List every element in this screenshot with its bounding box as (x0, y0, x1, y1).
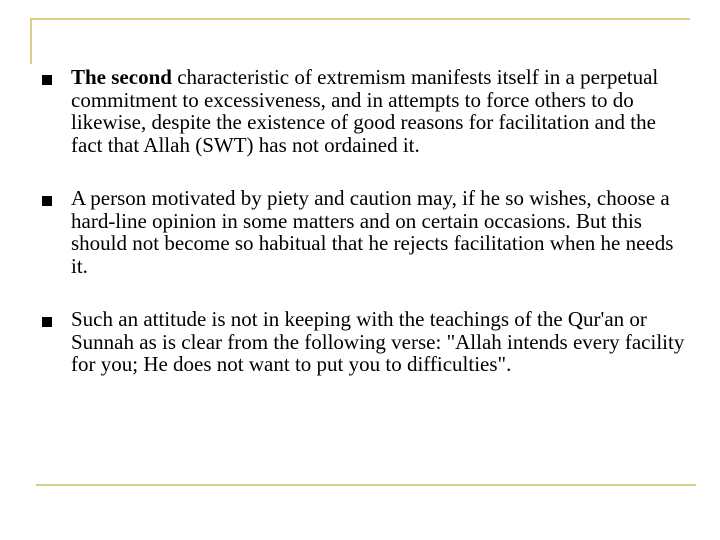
bullet-text-3 (71, 308, 691, 376)
bullet-item-2 (42, 187, 692, 277)
bullet-body: Such an attitude is not in keeping with the teachings of the Qur'an or Sunnah as is clear from the following verse: "Allah intends every facility for you; He does not want to put you to difficulties". (71, 307, 685, 376)
bullet-body: characteristic of extremism manifests itself in a perpetual commitment to excessiveness, and in attempts to force others to do likewise, despite the existence of good reasons for facilitation and the fact that Allah (SWT) has not ordained it. (71, 65, 659, 157)
square-bullet-icon (42, 75, 52, 85)
bullet-item-1 (42, 66, 692, 156)
bullet-text-2 (71, 187, 691, 277)
slide-content (42, 66, 692, 407)
decorative-vertical-line (30, 18, 32, 64)
square-bullet-icon (42, 317, 52, 327)
bullet-text-1 (71, 66, 691, 156)
bullet-body: A person motivated by piety and caution may, if he so wishes, choose a hard-line opinion in some matters and on certain occasions. But this should not become so habitual that he rejects facilitation when he needs it. (71, 186, 674, 278)
bullet-bold-lead: The second (71, 65, 172, 89)
decorative-bottom-line (36, 484, 696, 486)
square-bullet-icon (42, 196, 52, 206)
decorative-top-line (30, 18, 690, 20)
bullet-item-3 (42, 308, 692, 376)
